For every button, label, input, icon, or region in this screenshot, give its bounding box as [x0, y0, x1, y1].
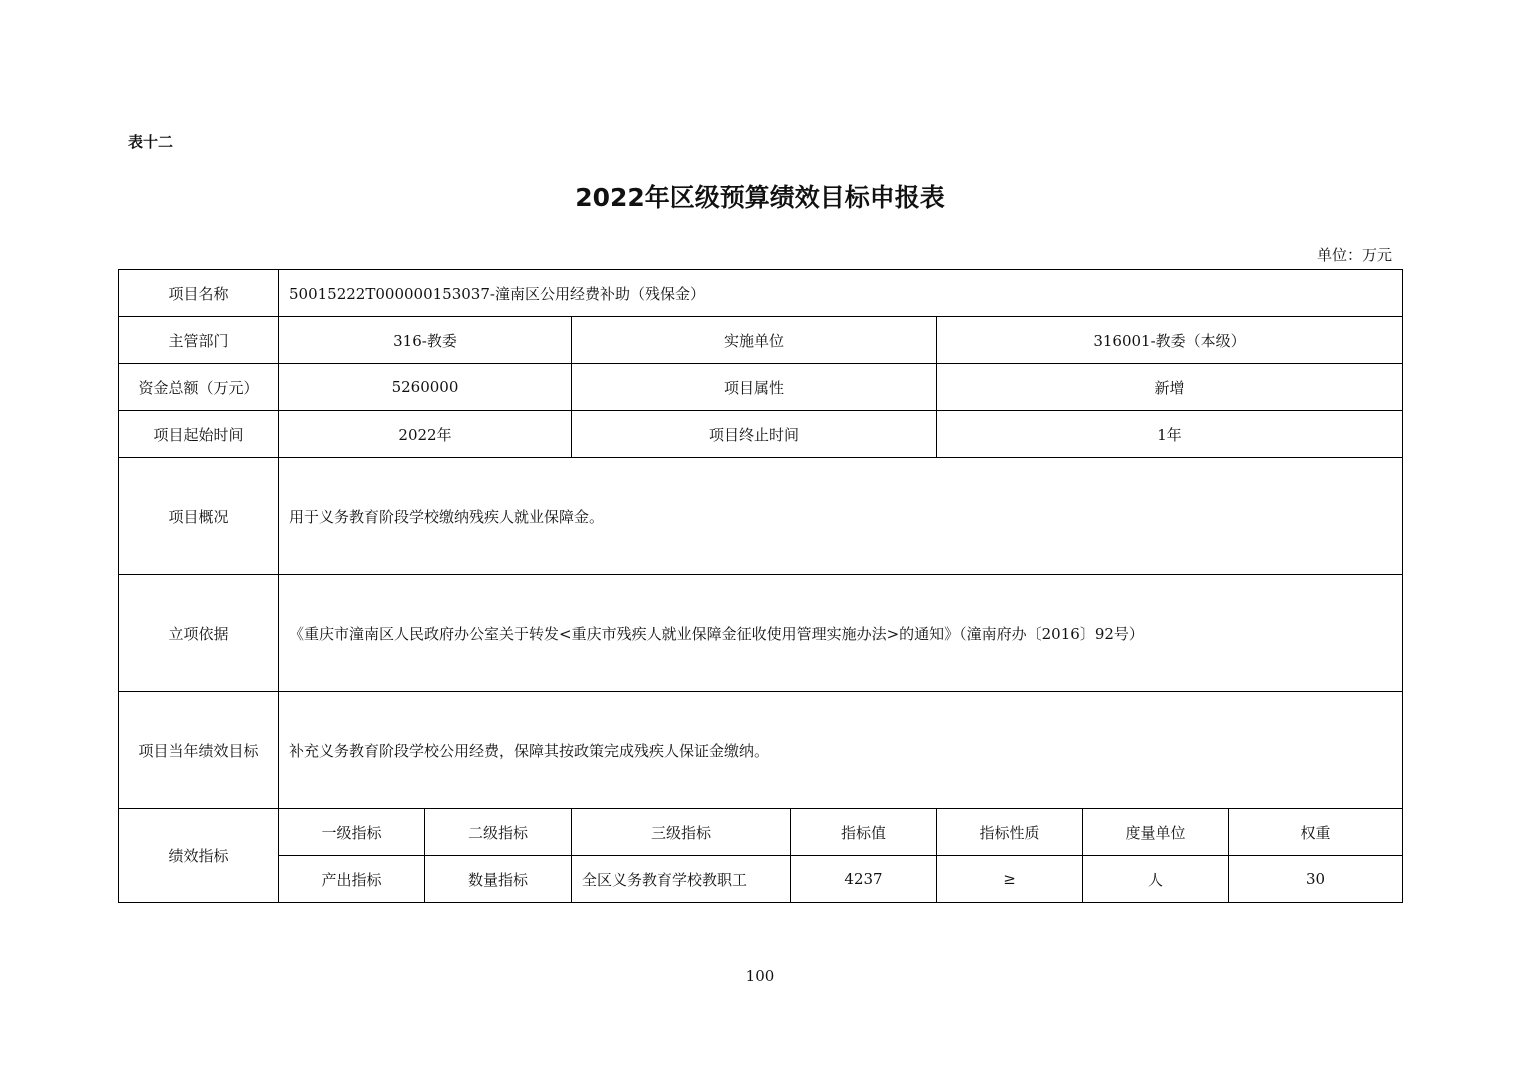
label-end-time: 项目终止时间: [572, 411, 937, 458]
cell-level3: 全区义务教育学校教职工: [572, 856, 791, 903]
row-basis: [119, 575, 1403, 692]
table-row: [119, 856, 1403, 903]
header-unit: 度量单位: [1083, 809, 1229, 856]
label-goal: 项目当年绩效目标: [119, 692, 279, 809]
value-basis: 《重庆市潼南区人民政府办公室关于转发<重庆市残疾人就业保障金征收使用管理实施办法>的通知》（潼南府办〔2016〕92号）: [279, 575, 1403, 692]
label-total-funds: 资金总额（万元）: [119, 364, 279, 411]
label-overview: 项目概况: [119, 458, 279, 575]
label-project-name: 项目名称: [119, 270, 279, 317]
header-level2: 二级指标: [425, 809, 572, 856]
value-total-funds: 5260000: [279, 364, 572, 411]
performance-target-table: [118, 269, 1403, 903]
unit-note: 单位：万元: [1316, 246, 1392, 264]
value-goal: 补充义务教育阶段学校公用经费，保障其按政策完成残疾人保证金缴纳。: [279, 692, 1403, 809]
cell-level2: 数量指标: [425, 856, 572, 903]
label-implementing-unit: 实施单位: [572, 317, 937, 364]
cell-level1: 产出指标: [279, 856, 425, 903]
value-project-attribute: 新增: [937, 364, 1403, 411]
row-project-name: [119, 270, 1403, 317]
value-start-time: 2022年: [279, 411, 572, 458]
row-goal: [119, 692, 1403, 809]
header-level1: 一级指标: [279, 809, 425, 856]
cell-nature: ≥: [937, 856, 1083, 903]
row-department: [119, 317, 1403, 364]
value-project-name: 50015222T000000153037-潼南区公用经费补助（残保金）: [279, 270, 1403, 317]
label-department: 主管部门: [119, 317, 279, 364]
label-start-time: 项目起始时间: [119, 411, 279, 458]
value-department: 316-教委: [279, 317, 572, 364]
value-implementing-unit: 316001-教委（本级）: [937, 317, 1403, 364]
value-end-time: 1年: [937, 411, 1403, 458]
label-basis: 立项依据: [119, 575, 279, 692]
label-indicators: 绩效指标: [119, 809, 279, 903]
row-funds: [119, 364, 1403, 411]
header-weight: 权重: [1229, 809, 1403, 856]
document-title: 2022年区级预算绩效目标申报表: [575, 183, 945, 212]
table-number-label: 表十二: [128, 133, 174, 151]
row-indicator-headers: [119, 809, 1403, 856]
row-overview: [119, 458, 1403, 575]
cell-value: 4237: [791, 856, 937, 903]
page-number: 100: [745, 967, 775, 985]
cell-unit: 人: [1083, 856, 1229, 903]
value-overview: 用于义务教育阶段学校缴纳残疾人就业保障金。: [279, 458, 1403, 575]
cell-weight: 30: [1229, 856, 1403, 903]
header-level3: 三级指标: [572, 809, 791, 856]
row-time: [119, 411, 1403, 458]
label-project-attribute: 项目属性: [572, 364, 937, 411]
header-nature: 指标性质: [937, 809, 1083, 856]
header-value: 指标值: [791, 809, 937, 856]
